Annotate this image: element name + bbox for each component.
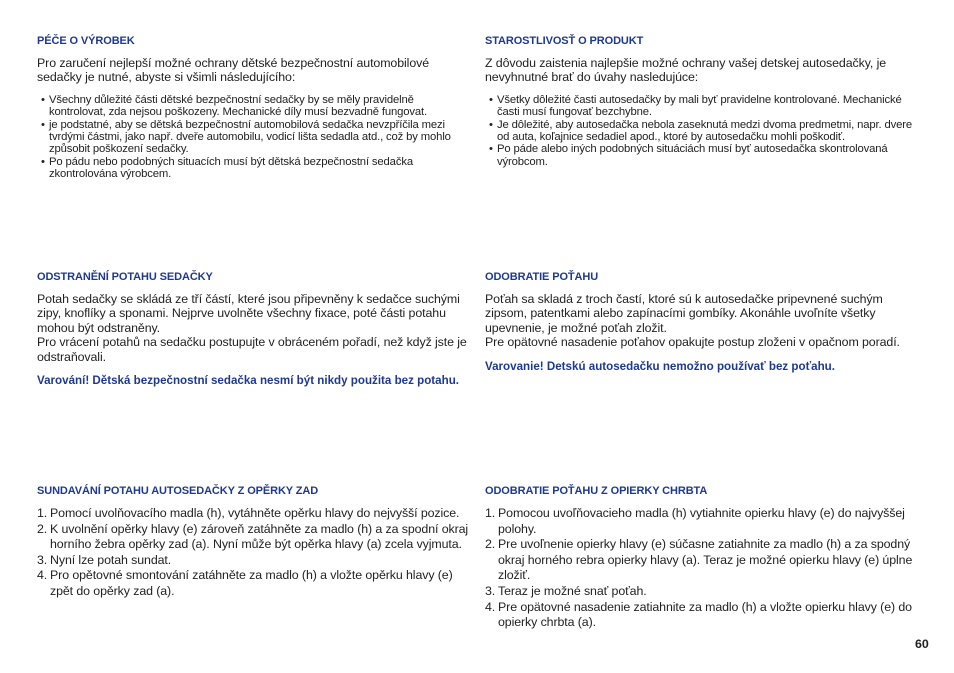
warning-text: Varovanie! Detskú autosedačku nemožno používať bez poťahu. — [485, 359, 835, 373]
section-intro: Z dôvodu zaistenia najlepšie možné ochrany vašej detskej autosedačky, je nevyhnutné brať do úvahy nasledujúce: — [485, 56, 887, 85]
list-item: 2. K uvolnění opěrky hlavy (e) zároveň zatáhněte za madlo (h) a za spodní okraj horního žebra opěrky zad (a). Nyní může být opěrka hlavy (a) zcela vyjmuta. — [37, 521, 469, 552]
care-section-cz — [37, 35, 470, 181]
list-item: 3. Nyní lze potah sundat. — [37, 552, 172, 567]
list-item: 1. Pomocou uvoľňovacieho madla (h) vytiahnite opierku hlavy (e) do najvyššej polohy. — [485, 506, 905, 536]
bullet-list — [37, 94, 470, 181]
section-heading: PÉČE O VÝROBEK — [37, 35, 135, 47]
paragraph: Potah sedačky se skládá ze tří částí, které jsou připevněny k sedačce suchými zipy, knoflíky a sponami. Nejprve uvolněte všechny fixace, poté části potahu mohou být odstraněny. — [37, 292, 460, 335]
care-section-sk — [485, 35, 917, 168]
paragraph: Poťah sa skladá z troch častí, ktoré sú k autosedačke pripevnené suchým zipsom, patentkami alebo zapínacími gombíky. Akonáhle uvoľníte všetky upevnenie, je možné poťah zložit. — [485, 292, 883, 335]
list-item: 4. Pre opätovné nasadenie zatiahnite za madlo (h) a vložte opierku hlavy (e) do opierky chrbta (a). — [485, 599, 912, 630]
list-item: 2. Pre uvoľnenie opierky hlavy (e) súčasne zatiahnite za madlo (h) a za spodný okraj horného rebra opierky hlavy (a). Teraz je možné opierku hlavy (e) úplne zložiť. — [485, 537, 913, 583]
list-item: 3. Teraz je možné snať poťah. — [485, 583, 647, 598]
section-heading: SUNDAVÁNÍ POTAHU AUTOSEDAČKY Z OPĚRKY ZAD — [37, 485, 319, 497]
paragraph: Pre opätovné nasadenie poťahov opakujte postup zloženi v opačnom poradí. — [485, 335, 900, 350]
section-heading: ODOBRATIE POŤAHU — [485, 271, 599, 283]
section-heading: STAROSTLIVOSŤ O PRODUKT — [485, 35, 644, 47]
list-item: • Je dôležité, aby autosedačka nebola zaseknutá medzi dvoma predmetmi, napr. dvere od auta, koľajnice sedadiel apod., ktoré by autosedačku mohli poškodiť. — [489, 118, 913, 144]
bullet-list — [485, 94, 917, 168]
list-item: 1. Pomocí uvolňovacího madla (h), vytáhněte opěrku hlavy do nejvyšší pozice. — [37, 506, 460, 520]
paragraph: Pro vrácení potahů na sedačku postupujte v obráceném pořadí, než když jste je odstraňovali. — [37, 335, 467, 364]
numbered-list — [37, 506, 470, 600]
cover-removal-section-sk — [485, 271, 917, 373]
list-item: • je podstatné, aby se dětská bezpečnostní automobilová sedačka nevzpříčila mezi tvrdými částmi, jako např. dveře automobilu, vodicí lišta sedadla atd., což by mohlo způsobit poškození sedačky. — [41, 118, 451, 156]
list-item: • Všetky dôležité časti autosedačky by mali byť pravidelne kontrolované. Mechanické časti musí fungovať bezchybne. — [489, 93, 902, 119]
cover-removal-section-cz — [37, 271, 470, 387]
section-intro: Pro zaručení nejlepší možné ochrany dětské bezpečnostní automobilové sedačky je nutné, abyste si všimli následujícího: — [37, 56, 430, 85]
list-item: • Po páde alebo iných podobných situáciách musí byť autosedačka skontrolovaná výrobcom. — [489, 143, 888, 168]
page-number: 60 — [915, 637, 929, 651]
section-heading: ODOBRATIE POŤAHU Z OPIERKY CHRBTA — [485, 485, 708, 497]
warning-text: Varování! Dětská bezpečnostní sedačka nesmí být nikdy použita bez potahu. — [37, 374, 459, 388]
list-item: • Po pádu nebo podobných situacích musí být dětská bezpečnostní sedačka zkontrolována výrobcem. — [41, 155, 413, 181]
section-heading: ODSTRANĚNÍ POTAHU SEDAČKY — [37, 271, 213, 283]
list-item: • Všechny důležité části dětské bezpečnostní sedačky by se měly pravidelně kontrolovat, zda nejsou poškozeny. Mechanické díly musí bezvadně fungovat. — [41, 93, 428, 119]
list-item: 4. Pro opětovné smontování zatáhněte za madlo (h) a vložte opěrku hlavy (e) zpět do opěrky zad (a). — [37, 568, 453, 598]
backrest-cover-section-sk — [485, 485, 917, 631]
numbered-list — [485, 506, 917, 631]
backrest-cover-section-cz — [37, 485, 470, 600]
